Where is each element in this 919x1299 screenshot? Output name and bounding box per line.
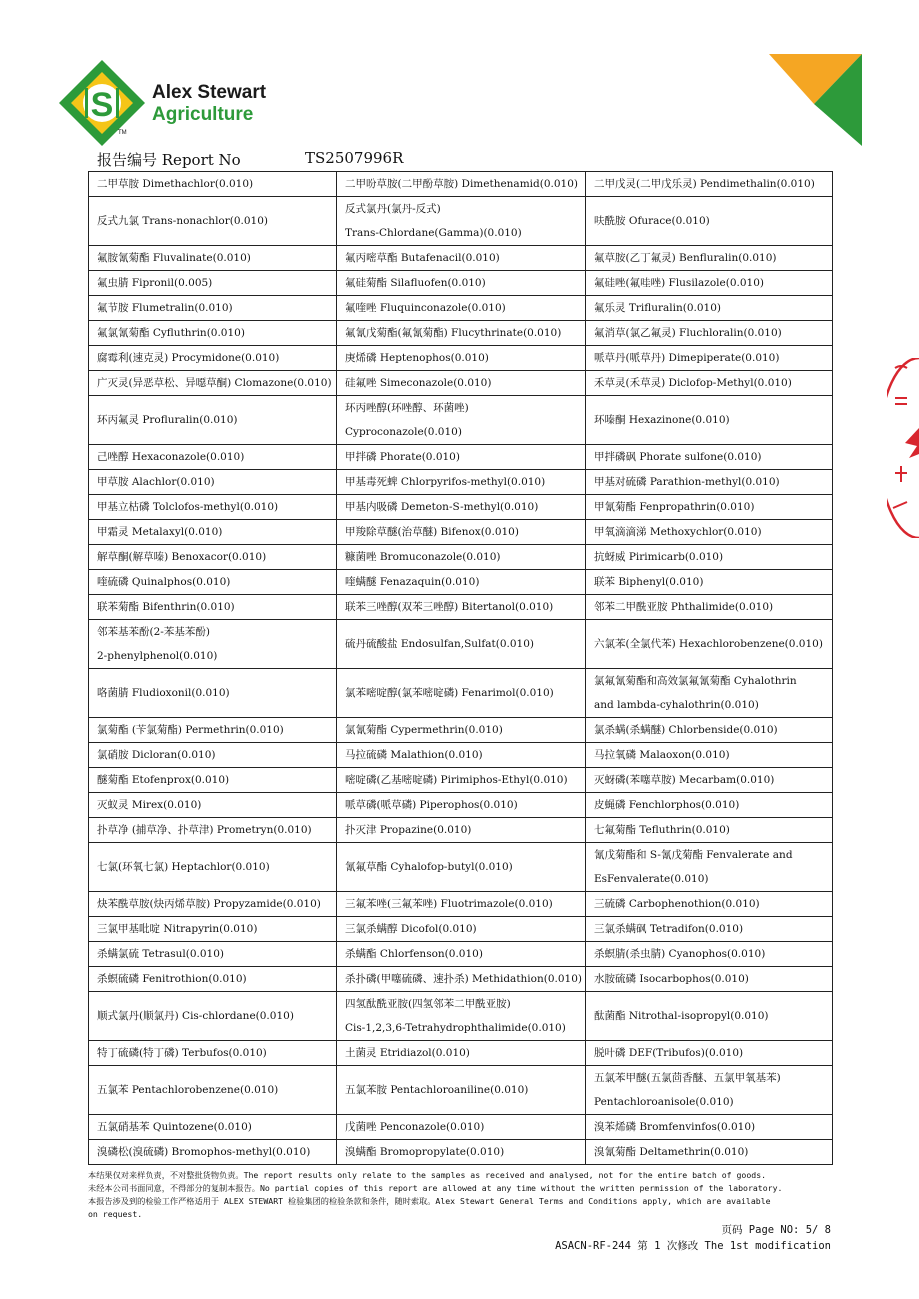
table-cell [89, 545, 337, 570]
disclaimer-line4: on request. [88, 1209, 143, 1219]
table-cell [89, 570, 337, 595]
cell-text: 氰氟草酯 Cyhalofop-butyl(0.010) [345, 861, 513, 873]
table-row [89, 892, 833, 917]
cell-text: 甲基内吸磷 Demeton-S-methyl(0.010) [345, 501, 539, 513]
cell-text: 七氟菊酯 Tefluthrin(0.010) [594, 824, 730, 836]
table-cell [586, 1041, 833, 1066]
cell-text: 杀螟腈(杀虫腈) Cyanophos(0.010) [594, 948, 766, 960]
table-cell [89, 271, 337, 296]
table-cell [586, 967, 833, 992]
disclaimer-line1: 本结果仅对来样负责，不对整批货物负责。The report results only relate to the samples as received and analysed, not for the entire batch of goods. [88, 1170, 767, 1180]
table-row [89, 967, 833, 992]
cell-text: 环嗪酮 Hexazinone(0.010) [594, 414, 730, 426]
table-cell [89, 620, 337, 669]
table-cell [586, 520, 833, 545]
cell-text: 二甲戊灵(二甲戊乐灵) Pendimethalin(0.010) [594, 178, 815, 190]
table-cell [337, 545, 586, 570]
cell-text: 甲羧除草醚(治草醚) Bifenox(0.010) [345, 526, 519, 538]
table-cell [337, 942, 586, 967]
table-cell [337, 917, 586, 942]
cell-text: 哌草磷(哌草磷) Piperophos(0.010) [345, 799, 518, 811]
table-cell [586, 396, 833, 445]
table-row [89, 942, 833, 967]
table-cell [586, 768, 833, 793]
page-number: 页码 Page NO: 5/ 8 [721, 1224, 831, 1236]
table-cell [586, 620, 833, 669]
cell-text: 三氯杀螨砜 Tetradifon(0.010) [594, 923, 744, 935]
table-cell [337, 1066, 586, 1115]
table-cell [586, 570, 833, 595]
table-cell [89, 942, 337, 967]
cell-text: 五氯苯 Pentachlorobenzene(0.010) [97, 1084, 279, 1096]
table-cell [586, 743, 833, 768]
brand-name [152, 82, 266, 126]
table-cell [89, 992, 337, 1041]
cell-text: 灭蚜磷(苯噻草胺) Mecarbam(0.010) [594, 774, 775, 786]
table-row [89, 992, 833, 1041]
table-cell [586, 371, 833, 396]
red-stamp-fragment [887, 358, 919, 538]
cell-text: 脱叶磷 DEF(Tribufos)(0.010) [594, 1047, 744, 1059]
table-cell [586, 843, 833, 892]
table-cell [337, 321, 586, 346]
cell-text: 杀螟硫磷 Fenitrothion(0.010) [97, 973, 247, 985]
cell-text: 嘧啶磷(乙基嘧啶磷) Pirimiphos-Ethyl(0.010) [345, 774, 568, 786]
cell-text: 2-phenylphenol(0.010) [97, 650, 218, 662]
cell-text: Trans-Chlordane(Gamma)(0.010) [345, 227, 522, 239]
table-row [89, 346, 833, 371]
cell-text: 二甲吩草胺(二甲酚草胺) Dimethenamid(0.010) [345, 178, 578, 190]
cell-text: 甲霜灵 Metalaxyl(0.010) [97, 526, 223, 538]
table-cell [337, 495, 586, 520]
cell-text: 土菌灵 Etridiazol(0.010) [345, 1047, 470, 1059]
table-cell [586, 470, 833, 495]
cell-text: 联苯菊酯 Bifenthrin(0.010) [97, 601, 235, 613]
table-cell [586, 1140, 833, 1165]
cell-text: 邻苯二甲酰亚胺 Phthalimide(0.010) [594, 601, 774, 613]
report-number-value: TS2507996R [305, 149, 404, 167]
table-cell [337, 992, 586, 1041]
cell-text: 腐霉利(速克灵) Procymidone(0.010) [97, 352, 280, 364]
cell-text: 呋酰胺 Ofurace(0.010) [594, 215, 710, 227]
cell-text: 氰戊菊酯和 S-氰戊菊酯 Fenvalerate and [594, 849, 793, 861]
table-cell [337, 595, 586, 620]
cell-text: 氟草胺(乙丁氟灵) Benfluralin(0.010) [594, 252, 777, 264]
svg-text:S: S [90, 86, 114, 124]
cell-text: 联苯三唑醇(双苯三唑醇) Bitertanol(0.010) [345, 601, 554, 613]
table-cell [586, 1066, 833, 1115]
cell-text: 咯菌腈 Fludioxonil(0.010) [97, 687, 230, 699]
cell-text: 硅氟唑 Simeconazole(0.010) [345, 377, 492, 389]
table-row [89, 396, 833, 445]
cell-text: 杀螨氯硫 Tetrasul(0.010) [97, 948, 224, 960]
table-row [89, 793, 833, 818]
table-cell [586, 495, 833, 520]
cell-text: 反式氯丹(氯丹-反式) [345, 203, 441, 215]
brand-line2: Agriculture [152, 104, 254, 125]
table-cell [337, 768, 586, 793]
table-cell [586, 992, 833, 1041]
table-cell [89, 843, 337, 892]
cell-text: 马拉氧磷 Malaoxon(0.010) [594, 749, 730, 761]
cell-text: 氟丙嘧草酯 Butafenacil(0.010) [345, 252, 500, 264]
table-cell [89, 917, 337, 942]
table-cell [337, 445, 586, 470]
table-cell [337, 271, 586, 296]
cell-text: 己唑醇 Hexaconazole(0.010) [97, 451, 245, 463]
table-cell [89, 818, 337, 843]
cell-text: 醚菊酯 Etofenprox(0.010) [97, 774, 230, 786]
cell-text: 特丁硫磷(特丁磷) Terbufos(0.010) [97, 1047, 267, 1059]
cell-text: 硫丹硫酸盐 Endosulfan,Sulfat(0.010) [345, 638, 534, 650]
cell-text: 氟胺氰菊酯 Fluvalinate(0.010) [97, 252, 251, 264]
table-row [89, 445, 833, 470]
table-row [89, 768, 833, 793]
table-cell [337, 967, 586, 992]
table-cell [586, 321, 833, 346]
cell-text: 扑灭津 Propazine(0.010) [345, 824, 472, 836]
cell-text: 酞菌酯 Nitrothal-isopropyl(0.010) [594, 1010, 769, 1022]
table-cell [89, 246, 337, 271]
disclaimer-line3: 本报告涉及到的检验工作严格适用于 ALEX STEWART 检验集团的检验条款和条件，随时索取。Alex Stewart General Terms and Conditions apply, which are available [88, 1196, 771, 1206]
cell-text: 氯杀螨(杀螨醚) Chlorbenside(0.010) [594, 724, 778, 736]
table-cell [89, 445, 337, 470]
table-cell [337, 843, 586, 892]
cell-text: 杀螨酯 Chlorfenson(0.010) [345, 948, 483, 960]
table-cell [586, 942, 833, 967]
cell-text: EsFenvalerate(0.010) [594, 873, 709, 885]
table-cell [89, 371, 337, 396]
cell-text: 溴苯烯磷 Bromfenvinfos(0.010) [594, 1121, 756, 1133]
cell-text: 五氯苯甲醚(五氯茴香醚、五氯甲氧基苯) [594, 1072, 781, 1084]
cell-text: 氯菊酯 (苄氯菊酯) Permethrin(0.010) [97, 724, 284, 736]
cell-text: 扑草净 (捕草净、扑草津) Prometryn(0.010) [97, 824, 312, 836]
table-row [89, 321, 833, 346]
table-row [89, 371, 833, 396]
table-cell [89, 321, 337, 346]
table-cell [586, 545, 833, 570]
table-cell [337, 892, 586, 917]
cell-text: 氟氰戊菊酯(氟氰菊酯) Flucythrinate(0.010) [345, 327, 562, 339]
cell-text: 七氯(环氧七氯) Heptachlor(0.010) [97, 861, 270, 873]
table-cell [89, 172, 337, 197]
table-row [89, 470, 833, 495]
cell-text: 氯硝胺 Dicloran(0.010) [97, 749, 216, 761]
table-cell [89, 669, 337, 718]
trademark: TM [118, 130, 127, 136]
table-cell [89, 793, 337, 818]
table-cell [586, 1115, 833, 1140]
cell-text: 溴螨酯 Bromopropylate(0.010) [345, 1146, 505, 1158]
table-cell [586, 346, 833, 371]
corner-decoration [769, 54, 862, 146]
table-cell [89, 520, 337, 545]
cell-text: 戊菌唑 Penconazole(0.010) [345, 1121, 485, 1133]
cell-text: 环丙唑醇(环唑醇、环菌唑) [345, 402, 469, 414]
table-row [89, 917, 833, 942]
cell-text: 三氟苯唑(三氟苯唑) Fluotrimazole(0.010) [345, 898, 553, 910]
cell-text: 甲基毒死蜱 Chlorpyrifos-methyl(0.010) [345, 476, 546, 488]
form-code: ASACN-RF-244 第 1 次修改 The 1st modification [555, 1240, 831, 1252]
table-cell [89, 967, 337, 992]
table-cell [337, 620, 586, 669]
table-row [89, 495, 833, 520]
cell-text: 氟硅唑(氟哇唑) Flusilazole(0.010) [594, 277, 764, 289]
cell-text: 氟虫腈 Fipronil(0.005) [97, 277, 213, 289]
table-cell [337, 172, 586, 197]
cell-text: 禾草灵(禾草灵) Diclofop-Methyl(0.010) [594, 377, 792, 389]
disclaimer-line2: 未经本公司书面同意，不得部分的复制本报告。No partial copies of this report are allowed at any time without the written permission of the laboratory. [88, 1183, 783, 1193]
cell-text: 四氢酞酰亚胺(四氢邻苯二甲酰亚胺) [345, 998, 511, 1010]
brand-line1: Alex Stewart [152, 82, 267, 103]
cell-text: 糠菌唑 Bromuconazole(0.010) [345, 551, 501, 563]
table-cell [337, 296, 586, 321]
table-cell [586, 669, 833, 718]
table-row [89, 1066, 833, 1115]
table-cell [337, 743, 586, 768]
alex-stewart-logo [57, 58, 147, 148]
table-cell [586, 172, 833, 197]
table-cell [337, 246, 586, 271]
table-row [89, 520, 833, 545]
table-cell [586, 595, 833, 620]
cell-text: 水胺硫磷 Isocarbophos(0.010) [594, 973, 749, 985]
table-row [89, 818, 833, 843]
cell-text: Cis-1,2,3,6-Tetrahydrophthalimide(0.010) [345, 1022, 566, 1034]
table-cell [89, 1041, 337, 1066]
cell-text: 甲拌磷 Phorate(0.010) [345, 451, 460, 463]
cell-text: 甲基立枯磷 Tolclofos-methyl(0.010) [97, 501, 279, 513]
cell-text: 喹硫磷 Quinalphos(0.010) [97, 576, 231, 588]
table-cell [337, 793, 586, 818]
cell-text: 反式九氯 Trans-nonachlor(0.010) [97, 215, 269, 227]
cell-text: 六氯苯(全氯代苯) Hexachlorobenzene(0.010) [594, 638, 823, 650]
table-cell [89, 1115, 337, 1140]
table-cell [89, 296, 337, 321]
cell-text: 五氯苯胺 Pentachloroaniline(0.010) [345, 1084, 529, 1096]
cell-text: 氟喹唑 Fluquinconazole(0.010) [345, 302, 506, 314]
cell-text: 氟乐灵 Trifluralin(0.010) [594, 302, 721, 314]
disclaimer [88, 1169, 833, 1221]
cell-text: 溴氰菊酯 Deltamethrin(0.010) [594, 1146, 749, 1158]
table-cell [586, 793, 833, 818]
table-cell [337, 371, 586, 396]
cell-text: 环丙氟灵 Profluralin(0.010) [97, 414, 238, 426]
table-cell [337, 197, 586, 246]
cell-text: 灭蚁灵 Mirex(0.010) [97, 799, 202, 811]
table-cell [337, 818, 586, 843]
cell-text: 氟氯氰菊酯 Cyfluthrin(0.010) [97, 327, 245, 339]
table-row [89, 197, 833, 246]
table-cell [586, 271, 833, 296]
cell-text: 哌草丹(哌草丹) Dimepiperate(0.010) [594, 352, 780, 364]
table-cell [586, 246, 833, 271]
table-row [89, 570, 833, 595]
cell-text: 炔苯酰草胺(炔丙烯草胺) Propyzamide(0.010) [97, 898, 321, 910]
table-row [89, 545, 833, 570]
table-cell [89, 197, 337, 246]
table-row [89, 271, 833, 296]
table-cell [89, 470, 337, 495]
cell-text: 邻苯基苯酚(2-苯基苯酚) [97, 626, 210, 638]
table-cell [337, 520, 586, 545]
table-cell [337, 1115, 586, 1140]
table-cell [89, 1140, 337, 1165]
cell-text: 马拉硫磷 Malathion(0.010) [345, 749, 483, 761]
cell-text: 三氯甲基吡啶 Nitrapyrin(0.010) [97, 923, 258, 935]
cell-text: 甲草胺 Alachlor(0.010) [97, 476, 215, 488]
cell-text: 三氯杀螨醇 Dicofol(0.010) [345, 923, 477, 935]
cell-text: 氯氰菊酯 Cypermethrin(0.010) [345, 724, 503, 736]
table-cell [337, 669, 586, 718]
cell-text: 氯苯嘧啶醇(氯苯嘧啶磷) Fenarimol(0.010) [345, 687, 554, 699]
cell-text: 甲拌磷砜 Phorate sulfone(0.010) [594, 451, 762, 463]
table-cell [89, 346, 337, 371]
cell-text: 喹螨醚 Fenazaquin(0.010) [345, 576, 480, 588]
cell-text: 广灭灵(异恶草松、异噁草酮) Clomazone(0.010) [97, 377, 332, 389]
table-cell [89, 718, 337, 743]
cell-text: 溴磷松(溴硫磷) Bromophos-methyl(0.010) [97, 1146, 311, 1158]
cell-text: 杀扑磷(甲噻硫磷、速扑杀) Methidathion(0.010) [345, 973, 582, 985]
table-cell [89, 768, 337, 793]
cell-text: 庚烯磷 Heptenophos(0.010) [345, 352, 489, 364]
table-cell [586, 296, 833, 321]
cell-text: 顺式氯丹(顺氯丹) Cis-chlordane(0.010) [97, 1010, 294, 1022]
report-number-row [97, 149, 404, 170]
cell-text: 甲氰菊酯 Fenpropathrin(0.010) [594, 501, 755, 513]
table-row [89, 1115, 833, 1140]
cell-text: and lambda-cyhalothrin(0.010) [594, 699, 759, 711]
table-row [89, 172, 833, 197]
cell-text: 三硫磷 Carbophenothion(0.010) [594, 898, 760, 910]
table-cell [337, 570, 586, 595]
cell-text: Pentachloroanisole(0.010) [594, 1096, 734, 1108]
pesticide-table [88, 171, 833, 1165]
table-cell [89, 396, 337, 445]
table-row [89, 743, 833, 768]
cell-text: 解草酮(解草嗪) Benoxacor(0.010) [97, 551, 267, 563]
table-cell [586, 445, 833, 470]
table-cell [89, 743, 337, 768]
table-cell [89, 495, 337, 520]
table-row [89, 595, 833, 620]
table-row [89, 1041, 833, 1066]
table-row [89, 296, 833, 321]
table-cell [89, 1066, 337, 1115]
table-cell [586, 718, 833, 743]
table-cell [337, 346, 586, 371]
cell-text: 二甲草胺 Dimethachlor(0.010) [97, 178, 254, 190]
cell-text: 甲氧滴滴涕 Methoxychlor(0.010) [594, 526, 762, 538]
cell-text: 氟硅菊酯 Silafluofen(0.010) [345, 277, 486, 289]
table-row [89, 1140, 833, 1165]
cell-text: 氟消草(氯乙氟灵) Fluchloralin(0.010) [594, 327, 782, 339]
cell-text: Cyproconazole(0.010) [345, 426, 462, 438]
cell-text: 五氯硝基苯 Quintozene(0.010) [97, 1121, 252, 1133]
table-cell [337, 470, 586, 495]
table-row [89, 718, 833, 743]
table-row [89, 669, 833, 718]
table-cell [89, 595, 337, 620]
table-cell [586, 818, 833, 843]
cell-text: 联苯 Biphenyl(0.010) [594, 576, 704, 588]
cell-text: 抗蚜威 Pirimicarb(0.010) [594, 551, 724, 563]
cell-text: 氟节胺 Flumetralin(0.010) [97, 302, 233, 314]
cell-text: 甲基对硫磷 Parathion-methyl(0.010) [594, 476, 780, 488]
table-cell [337, 718, 586, 743]
table-cell [586, 197, 833, 246]
table-cell [337, 1041, 586, 1066]
table-cell [586, 892, 833, 917]
table-row [89, 843, 833, 892]
table-cell [337, 1140, 586, 1165]
cell-text: 氯氟氰菊酯和高效氯氟氰菊酯 Cyhalothrin [594, 675, 797, 687]
report-number-label: 报告编号 Report No [97, 151, 241, 169]
table-row [89, 246, 833, 271]
table-cell [586, 917, 833, 942]
page-footer [555, 1222, 831, 1254]
table-cell [337, 396, 586, 445]
table-cell [89, 892, 337, 917]
cell-text: 皮蝇磷 Fenchlorphos(0.010) [594, 799, 740, 811]
table-row [89, 620, 833, 669]
